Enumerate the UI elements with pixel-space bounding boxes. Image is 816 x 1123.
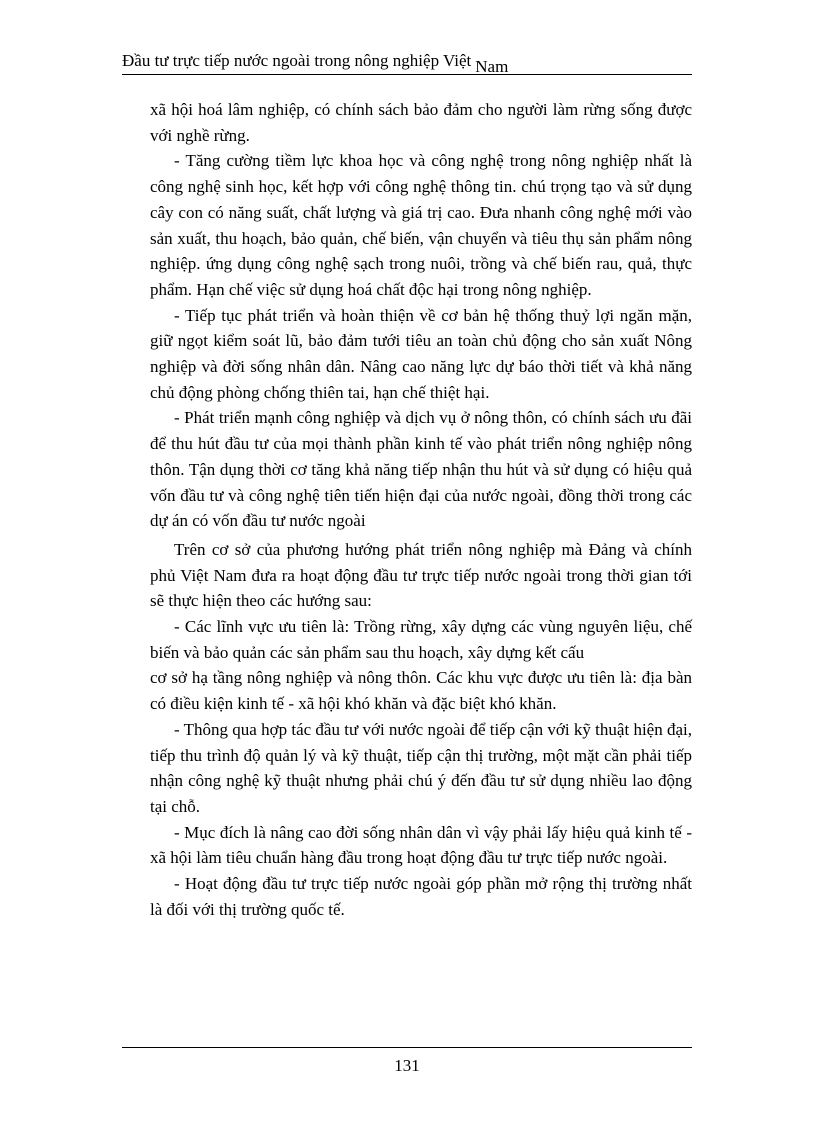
paragraph: - Các lĩnh vực ưu tiên là: Trồng rừng, xây dựng các vùng nguyên liệu, chế biến và bảo quản các sản phẩm sau thu hoạch, xây dựng kết cấu xyxy=(150,617,692,662)
paragraph: - Thông qua hợp tác đầu tư với nước ngoài để tiếp cận với kỹ thuật hiện đại, tiếp thu trình độ quản lý và kỹ thuật, tiếp cận thị trường, một mặt cần phải tiếp nhận công nghệ kỹ thuật nhưng phải chú ý đến đầu tư sử dụng nhiều lao động tại chỗ. xyxy=(150,719,692,816)
header-title-tail: Nam xyxy=(475,57,509,76)
paragraph: xã hội hoá lâm nghiệp, có chính sách bảo đảm cho người làm rừng sống được với nghề rừng. xyxy=(150,100,692,145)
paragraph: - Hoạt động đầu tư trực tiếp nước ngoài góp phần mở rộng thị trường nhất là đối với thị trường quốc tế. xyxy=(150,874,692,919)
page-header xyxy=(122,48,692,75)
header-title: Đầu tư trực tiếp nước ngoài trong nông nghiệp Việt xyxy=(122,51,472,70)
paragraph: Trên cơ sở của phương hướng phát triển nông nghiệp mà Đảng và chính phủ Việt Nam đưa ra hoạt động đầu tư trực tiếp nước ngoài trong thời gian tới sẽ thực hiện theo các hướng sau: xyxy=(150,539,692,611)
paragraph: - Mục đích là nâng cao đời sống nhân dân vì vậy phải lấy hiệu quả kinh tế - xã hội làm tiêu chuẩn hàng đầu trong hoạt động đầu tư trực tiếp nước ngoài. xyxy=(150,822,692,868)
body-text xyxy=(150,97,692,923)
paragraph: - Phát triển mạnh công nghiệp và dịch vụ ở nông thôn, có chính sách ưu đãi để thu hút đầu tư của mọi thành phần kinh tế vào phát triển nông nghiệp nông thôn. Tận dụng thời cơ tăng khả năng tiếp nhận thu hút và sử dụng có hiệu quả vốn đầu tư và công nghệ tiên tiến hiện đại của nước ngoài, đồng thời trong các dự án có vốn đầu tư nước ngoài xyxy=(150,408,692,531)
paragraph: cơ sở hạ tầng nông nghiệp và nông thôn. Các khu vực được ưu tiên là: địa bàn có điều kiện kinh tế - xã hội khó khăn và đặc biệt khó khăn. xyxy=(150,668,692,714)
page-number: 131 xyxy=(394,1056,420,1075)
page-footer xyxy=(122,1047,692,1078)
paragraph: - Tăng cường tiềm lực khoa học và công nghệ trong nông nghiệp nhất là công nghệ sinh học, kết hợp với công nghệ thông tin. chú trọng tạo và sử dụng cây con có năng suất, chất lượng và giá trị cao. Đưa nhanh công nghệ mới vào sản xuất, thu hoạch, bảo quản, chế biến, vận chuyển và tiêu thụ sản phẩm nông nghiệp. ứng dụng công nghệ sạch trong nuôi, trồng và chế biến rau, quả, thực phẩm. Hạn chế việc sử dụng hoá chất độc hại trong nông nghiệp. xyxy=(150,151,692,299)
paragraph: - Tiếp tục phát triển và hoàn thiện về cơ bản hệ thống thuỷ lợi ngăn mặn, giữ ngọt kiểm soát lũ, bảo đảm tưới tiêu an toàn chủ động cho sản xuất Nông nghiệp và đời sống nhân dân. Nâng cao năng lực dự báo thời tiết và khả năng chủ động phòng chống thiên tai, hạn chế thiệt hại. xyxy=(150,305,692,402)
